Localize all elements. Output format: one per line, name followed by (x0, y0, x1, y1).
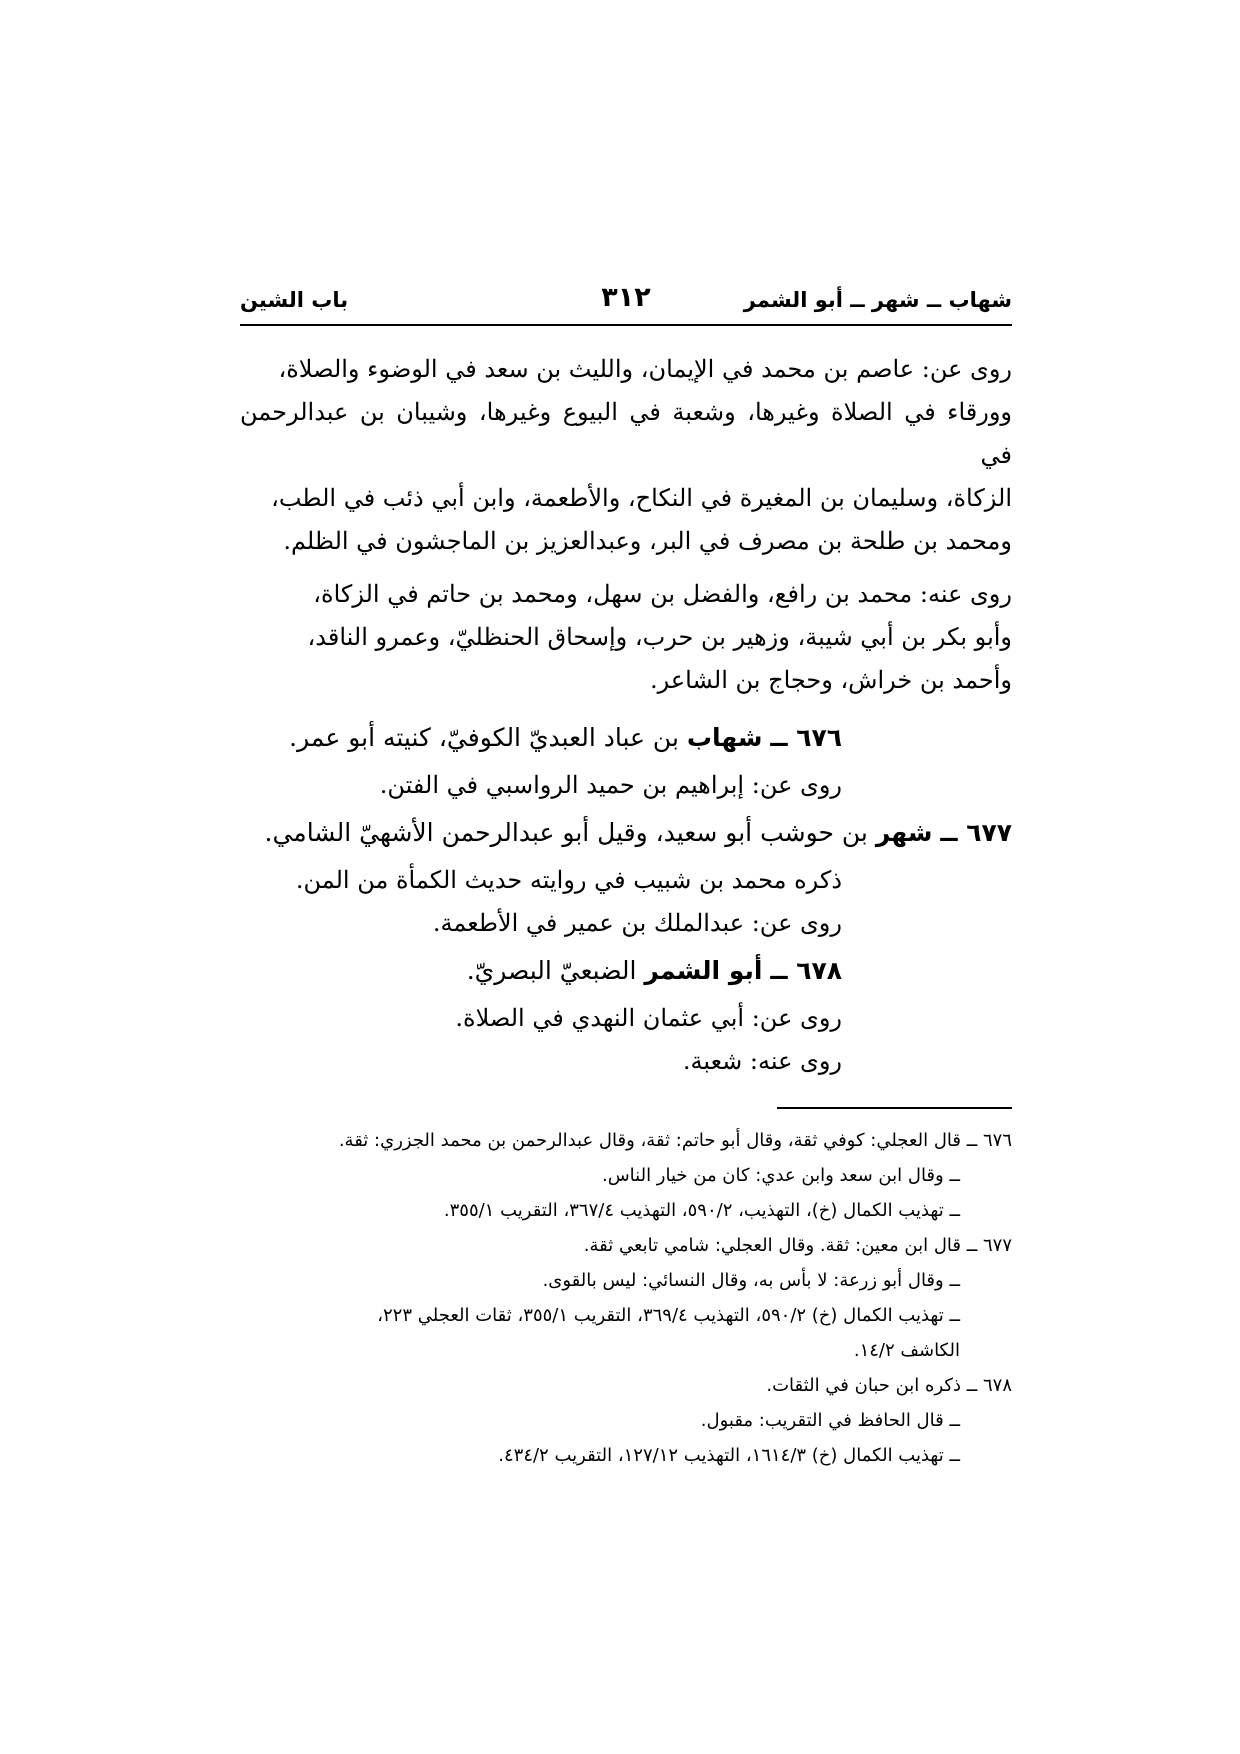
footnote-line: ــ تهذيب الكمال (خ) ٥٩٠/٢، التهذيب ٣٦٩/٤، التقريب ٣٥٥/١، ثقات العجلي ٢٢٣، (377, 1305, 960, 1326)
entry-number: ٦٧٨ ــ (770, 956, 842, 985)
text-line: وأحمد بن خراش، وحجاج بن الشاعر. (649, 666, 1012, 694)
entry-name: شهاب (686, 723, 763, 752)
footnote-line: ٦٧٨ ــ ذكره ابن حبان في الثقات. (766, 1375, 1012, 1396)
entry-heading (240, 712, 1012, 764)
text-line: روى عنه: محمد بن رافع، والفضل بن سهل، ومحمد بن حاتم في الزكاة، (313, 580, 1012, 608)
document-page (240, 282, 1012, 1473)
footnote-rule (777, 1107, 1012, 1109)
header-chapter-title: باب الشين (240, 288, 349, 312)
footnote-line: ــ تهذيب الكمال (خ) ١٦١٤/٣، التهذيب ١٢٧/١٢، التقريب ٤٣٤/٢. (498, 1445, 960, 1466)
footnote-line: ــ تهذيب الكمال (خ)، التهذيب، ٥٩٠/٢، التهذيب ٣٦٧/٤، التقريب ٣٥٥/١. (443, 1200, 960, 1221)
header-entry-range: شهاب ــ شهر ــ أبو الشمر (743, 288, 1012, 312)
text-line: ومحمد بن طلحة بن مصرف في البر، وعبدالعزيز بن الماجشون في الظلم. (283, 527, 1012, 555)
text-line: وورقاء في الصلاة وغيرها، وشعبة في البيوع وغيرها، وشيبان بن عبدالرحمن في (240, 398, 1012, 469)
text-line: الزكاة، وسليمان بن المغيرة في النكاح، والأطعمة، وابن أبي ذئب في الطب، (271, 484, 1012, 512)
footnote-676 (240, 1123, 1012, 1228)
entry-description: الضبعيّ البصريّ. (466, 956, 637, 985)
entry-name: أبو الشمر (644, 956, 763, 985)
entry-676 (240, 712, 1012, 807)
entry-line: روى عن: عبدالملك بن عمير في الأطعمة. (432, 909, 842, 937)
narrated-by-paragraph (240, 573, 1012, 702)
text-line: وأبو بكر بن أبي شيبة، وزهير بن حرب، وإسحاق الحنظليّ، وعمرو الناقد، (307, 623, 1012, 651)
running-header (240, 282, 1012, 322)
entry-heading (240, 945, 1012, 997)
footnote-line: ٦٧٦ ــ قال العجلي: كوفي ثقة، وقال أبو حاتم: ثقة، وقال عبدالرحمن بن محمد الجزري: ثقة. (338, 1130, 1012, 1151)
page-number: ٣١٢ (601, 282, 651, 313)
main-text (240, 348, 1012, 1083)
entry-line: ذكره محمد بن شبيب في روايته حديث الكمأة من المن. (295, 866, 842, 894)
footnote-677 (240, 1228, 1012, 1368)
footnote-line: ــ وقال ابن سعد وابن عدي: كان من خيار الناس. (601, 1165, 960, 1186)
footnote-678 (240, 1368, 1012, 1473)
footnotes (240, 1123, 1012, 1473)
entry-number: ٦٧٧ ــ (940, 818, 1012, 847)
entry-description: بن حوشب أبو سعيد، وقيل أبو عبدالرحمن الأشهيّ الشامي. (264, 818, 868, 847)
footnote-line: ــ قال الحافظ في التقريب: مقبول. (700, 1410, 960, 1431)
entry-line: روى عن: أبي عثمان النهدي في الصلاة. (455, 1004, 842, 1032)
footnote-line: ٦٧٧ ــ قال ابن معين: ثقة. وقال العجلي: شامي تابعي ثقة. (583, 1235, 1012, 1256)
entry-description: بن عباد العبديّ الكوفيّ، كنيته أبو عمر. (289, 723, 679, 752)
entry-678 (240, 945, 1012, 1083)
entry-name: شهر (875, 818, 933, 847)
narrated-from-paragraph (240, 348, 1012, 563)
entry-line: روى عنه: شعبة. (682, 1047, 842, 1075)
footnote-line: الكاشف ١٤/٢. (853, 1340, 960, 1361)
entry-heading (240, 807, 1012, 859)
footnote-line: ــ وقال أبو زرعة: لا بأس به، وقال النسائي: ليس بالقوى. (542, 1270, 960, 1291)
entry-number: ٦٧٦ ــ (770, 723, 842, 752)
header-rule (240, 324, 1012, 326)
entry-677 (240, 807, 1012, 945)
entry-line: روى عن: إبراهيم بن حميد الرواسبي في الفتن. (379, 771, 842, 799)
text-line: روى عن: عاصم بن محمد في الإيمان، والليث بن سعد في الوضوء والصلاة، (278, 355, 1012, 383)
